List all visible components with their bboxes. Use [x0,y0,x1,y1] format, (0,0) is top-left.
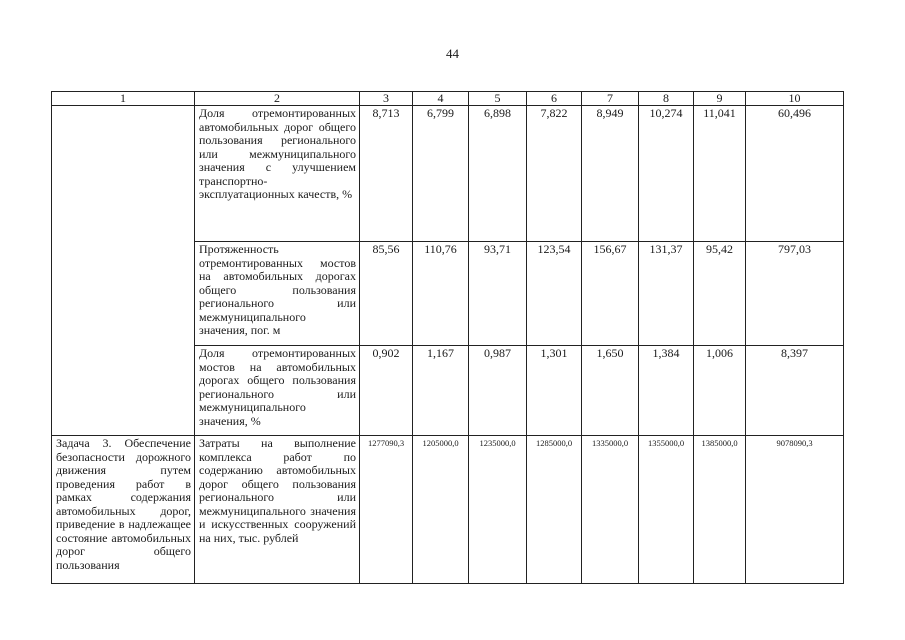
value-cell: 7,822 [527,106,582,242]
value-cell: 1385000,0 [694,436,746,584]
column-header: 1 [52,92,195,106]
value-cell: 8,713 [360,106,413,242]
value-cell: 1335000,0 [582,436,639,584]
task-cell: Задача 3. Обеспечение безопасности дорожного движения путем проведения работ в рамках содержания автомобильных дорог, приведение в надлежащее состояние автомобильных дорог общего пользования [52,436,195,584]
value-cell: 1,167 [413,346,469,436]
value-cell: 156,67 [582,242,639,346]
column-header: 5 [469,92,527,106]
indicator-cell: Протяженность отремонтированных мостов на автомобильных дорогах общего пользования регионального или межмуниципального значения, пог. м [195,242,360,346]
table-header-row [52,92,844,106]
value-cell: 110,76 [413,242,469,346]
value-cell: 1,006 [694,346,746,436]
column-header: 10 [746,92,844,106]
column-header: 8 [639,92,694,106]
value-cell: 1285000,0 [527,436,582,584]
value-cell: 1277090,3 [360,436,413,584]
indicator-cell: Затраты на выполнение комплекса работ по содержанию автомобильных дорог общего пользования регионального или межмуниципального значения и искусственных сооружений на них, тыс. рублей [195,436,360,584]
value-cell: 1,650 [582,346,639,436]
value-cell: 11,041 [694,106,746,242]
table-row [52,436,844,584]
column-header: 3 [360,92,413,106]
value-cell: 0,987 [469,346,527,436]
task-cell [52,106,195,436]
value-cell: 1,301 [527,346,582,436]
indicator-cell: Доля отремонтированных автомобильных дорог общего пользования регионального или межмуниципального значения с улучшением транспортно-эксплуатационных качеств, % [195,106,360,242]
value-cell: 6,799 [413,106,469,242]
value-cell: 9078090,3 [746,436,844,584]
column-header: 9 [694,92,746,106]
value-cell: 93,71 [469,242,527,346]
column-header: 6 [527,92,582,106]
value-cell: 1205000,0 [413,436,469,584]
column-header: 4 [413,92,469,106]
value-cell: 10,274 [639,106,694,242]
column-header: 7 [582,92,639,106]
value-cell: 131,37 [639,242,694,346]
indicators-table [51,91,844,584]
value-cell: 6,898 [469,106,527,242]
indicator-cell: Доля отремонтированных мостов на автомобильных дорогах общего пользования регионального или межмуниципального значения, % [195,346,360,436]
value-cell: 95,42 [694,242,746,346]
value-cell: 123,54 [527,242,582,346]
value-cell: 8,397 [746,346,844,436]
value-cell: 85,56 [360,242,413,346]
table-row [52,106,844,242]
value-cell: 0,902 [360,346,413,436]
value-cell: 1235000,0 [469,436,527,584]
value-cell: 8,949 [582,106,639,242]
value-cell: 60,496 [746,106,844,242]
page-number: 44 [446,46,459,61]
column-header: 2 [195,92,360,106]
value-cell: 1,384 [639,346,694,436]
value-cell: 797,03 [746,242,844,346]
value-cell: 1355000,0 [639,436,694,584]
